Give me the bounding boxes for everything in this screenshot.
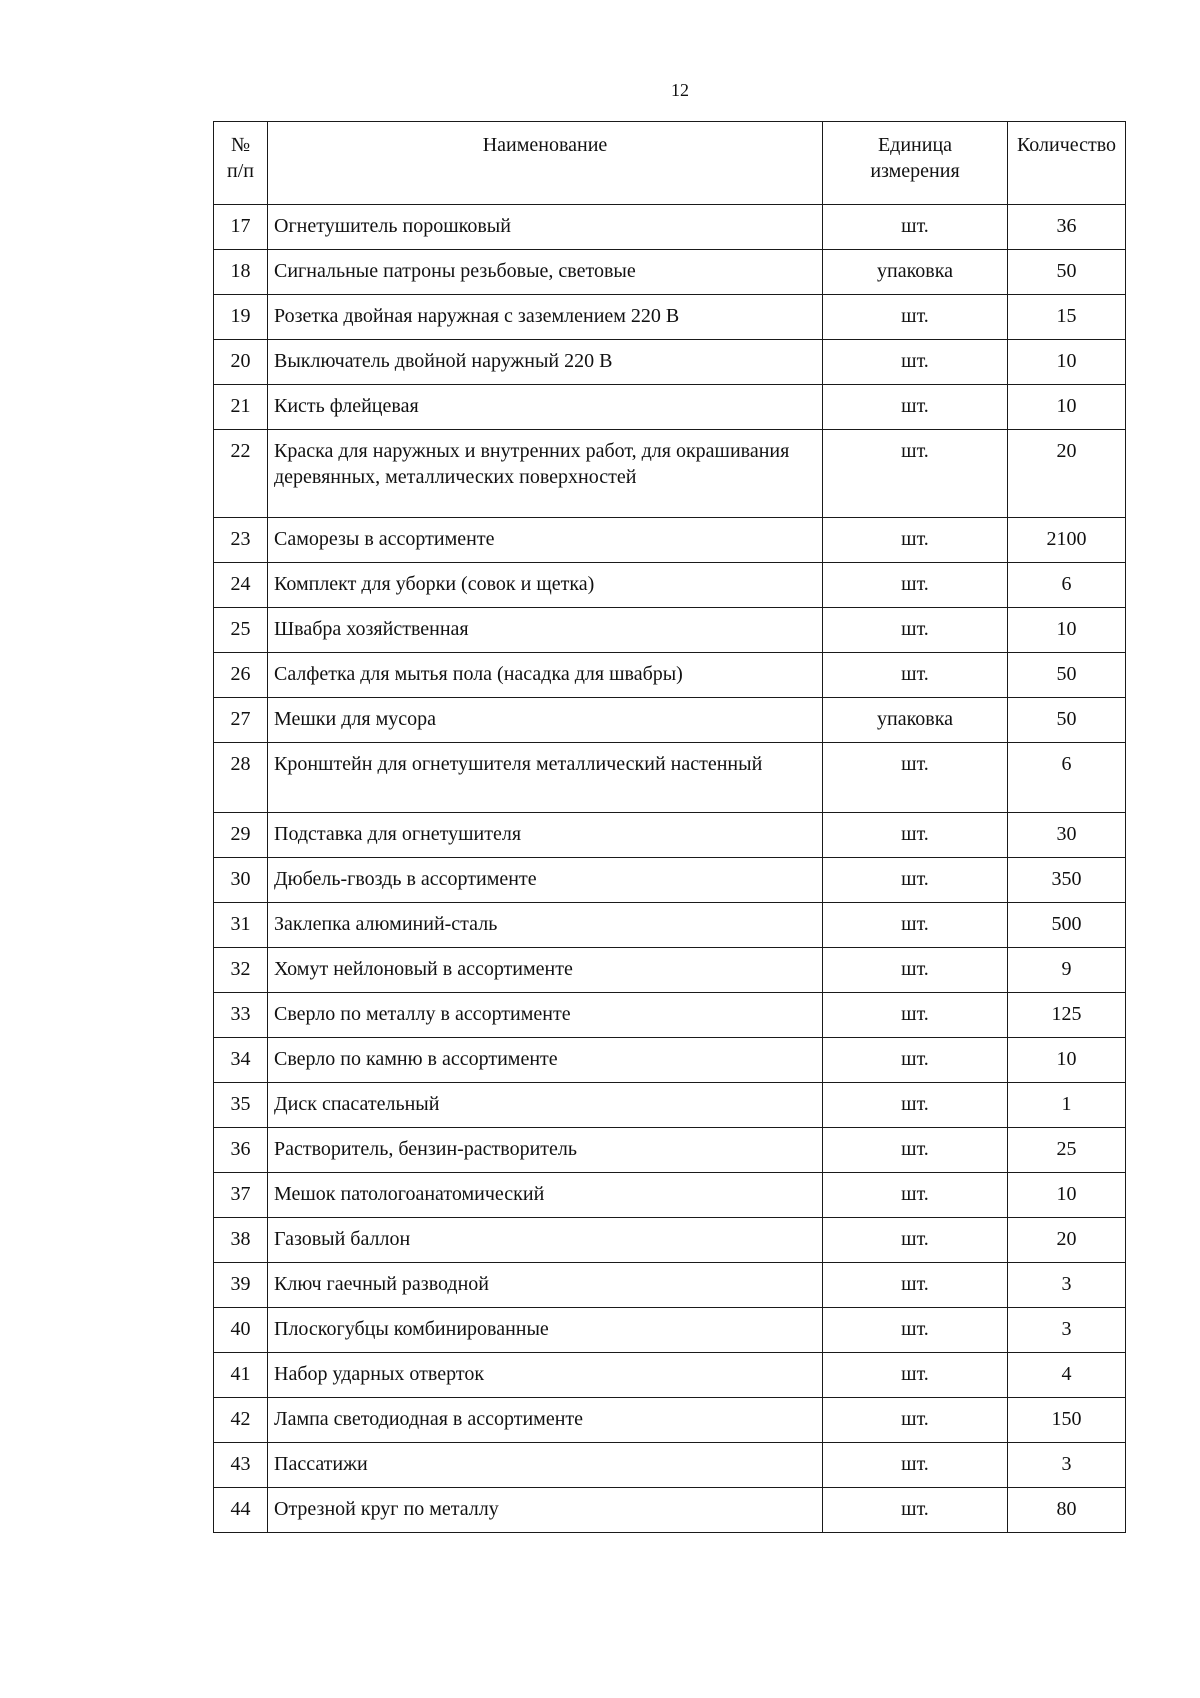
header-qty: Количество xyxy=(1008,122,1126,205)
row-number: 25 xyxy=(214,608,268,653)
item-quantity: 3 xyxy=(1008,1443,1126,1488)
item-name: Отрезной круг по металлу xyxy=(268,1488,823,1533)
item-unit: шт. xyxy=(823,813,1008,858)
item-name: Комплект для уборки (совок и щетка) xyxy=(268,563,823,608)
table-row xyxy=(214,385,1126,430)
item-quantity: 6 xyxy=(1008,563,1126,608)
table-row xyxy=(214,1263,1126,1308)
item-quantity: 30 xyxy=(1008,813,1126,858)
item-name: Заклепка алюминий-сталь xyxy=(268,903,823,948)
table-row xyxy=(214,1443,1126,1488)
table-row xyxy=(214,743,1126,813)
item-quantity: 10 xyxy=(1008,1173,1126,1218)
item-name: Огнетушитель порошковый xyxy=(268,205,823,250)
item-quantity: 150 xyxy=(1008,1398,1126,1443)
item-name: Лампа светодиодная в ассортименте xyxy=(268,1398,823,1443)
item-quantity: 50 xyxy=(1008,698,1126,743)
item-name: Салфетка для мытья пола (насадка для швабры) xyxy=(268,653,823,698)
item-unit: шт. xyxy=(823,1353,1008,1398)
row-number: 39 xyxy=(214,1263,268,1308)
item-quantity: 9 xyxy=(1008,948,1126,993)
table-row xyxy=(214,1398,1126,1443)
table-row xyxy=(214,813,1126,858)
item-quantity: 36 xyxy=(1008,205,1126,250)
row-number: 40 xyxy=(214,1308,268,1353)
item-quantity: 500 xyxy=(1008,903,1126,948)
table-row xyxy=(214,563,1126,608)
row-number: 38 xyxy=(214,1218,268,1263)
item-quantity: 50 xyxy=(1008,250,1126,295)
header-num: № п/п xyxy=(214,122,268,205)
item-quantity: 15 xyxy=(1008,295,1126,340)
row-number: 32 xyxy=(214,948,268,993)
item-name: Плоскогубцы комбинированные xyxy=(268,1308,823,1353)
table-row xyxy=(214,948,1126,993)
item-name: Пассатижи xyxy=(268,1443,823,1488)
row-number: 36 xyxy=(214,1128,268,1173)
item-unit: шт. xyxy=(823,518,1008,563)
item-unit: шт. xyxy=(823,430,1008,518)
row-number: 23 xyxy=(214,518,268,563)
item-name: Набор ударных отверток xyxy=(268,1353,823,1398)
table-row xyxy=(214,518,1126,563)
row-number: 42 xyxy=(214,1398,268,1443)
header-unit: Единица измерения xyxy=(823,122,1008,205)
item-unit: шт. xyxy=(823,1263,1008,1308)
item-name: Дюбель-гвоздь в ассортименте xyxy=(268,858,823,903)
item-quantity: 3 xyxy=(1008,1308,1126,1353)
table-body xyxy=(214,205,1126,1533)
item-name: Кронштейн для огнетушителя металлический настенный xyxy=(268,743,823,813)
table-row xyxy=(214,903,1126,948)
item-name: Мешок патологоанатомический xyxy=(268,1173,823,1218)
item-unit: шт. xyxy=(823,1038,1008,1083)
item-quantity: 50 xyxy=(1008,653,1126,698)
table-row xyxy=(214,295,1126,340)
item-quantity: 10 xyxy=(1008,385,1126,430)
table-row xyxy=(214,1488,1126,1533)
row-number: 20 xyxy=(214,340,268,385)
row-number: 18 xyxy=(214,250,268,295)
item-unit: упаковка xyxy=(823,698,1008,743)
item-quantity: 6 xyxy=(1008,743,1126,813)
item-name: Саморезы в ассортименте xyxy=(268,518,823,563)
table-row xyxy=(214,250,1126,295)
item-quantity: 350 xyxy=(1008,858,1126,903)
item-unit: шт. xyxy=(823,1308,1008,1353)
item-quantity: 25 xyxy=(1008,1128,1126,1173)
item-quantity: 4 xyxy=(1008,1353,1126,1398)
item-unit: упаковка xyxy=(823,250,1008,295)
item-quantity: 20 xyxy=(1008,1218,1126,1263)
item-name: Швабра хозяйственная xyxy=(268,608,823,653)
item-name: Кисть флейцевая xyxy=(268,385,823,430)
table-row xyxy=(214,858,1126,903)
table-row xyxy=(214,993,1126,1038)
item-unit: шт. xyxy=(823,653,1008,698)
item-unit: шт. xyxy=(823,608,1008,653)
item-name: Сигнальные патроны резьбовые, световые xyxy=(268,250,823,295)
item-unit: шт. xyxy=(823,858,1008,903)
item-quantity: 20 xyxy=(1008,430,1126,518)
table-row xyxy=(214,340,1126,385)
item-unit: шт. xyxy=(823,903,1008,948)
table-row xyxy=(214,1128,1126,1173)
table-row xyxy=(214,608,1126,653)
item-unit: шт. xyxy=(823,1443,1008,1488)
item-name: Хомут нейлоновый в ассортименте xyxy=(268,948,823,993)
table-row xyxy=(214,1173,1126,1218)
row-number: 21 xyxy=(214,385,268,430)
item-name: Диск спасательный xyxy=(268,1083,823,1128)
item-unit: шт. xyxy=(823,743,1008,813)
item-unit: шт. xyxy=(823,295,1008,340)
item-name: Подставка для огнетушителя xyxy=(268,813,823,858)
item-unit: шт. xyxy=(823,993,1008,1038)
item-quantity: 10 xyxy=(1008,608,1126,653)
row-number: 24 xyxy=(214,563,268,608)
table-row xyxy=(214,1353,1126,1398)
item-unit: шт. xyxy=(823,340,1008,385)
item-unit: шт. xyxy=(823,1128,1008,1173)
item-unit: шт. xyxy=(823,1398,1008,1443)
item-unit: шт. xyxy=(823,385,1008,430)
item-name: Сверло по металлу в ассортименте xyxy=(268,993,823,1038)
item-quantity: 1 xyxy=(1008,1083,1126,1128)
row-number: 37 xyxy=(214,1173,268,1218)
row-number: 29 xyxy=(214,813,268,858)
item-unit: шт. xyxy=(823,1173,1008,1218)
table-row xyxy=(214,430,1126,518)
item-unit: шт. xyxy=(823,563,1008,608)
row-number: 17 xyxy=(214,205,268,250)
table-row xyxy=(214,698,1126,743)
header-row xyxy=(214,122,1126,205)
table-row xyxy=(214,1218,1126,1263)
item-name: Ключ гаечный разводной xyxy=(268,1263,823,1308)
items-table xyxy=(213,121,1126,1533)
item-quantity: 80 xyxy=(1008,1488,1126,1533)
row-number: 27 xyxy=(214,698,268,743)
item-unit: шт. xyxy=(823,1488,1008,1533)
row-number: 35 xyxy=(214,1083,268,1128)
item-name: Сверло по камню в ассортименте xyxy=(268,1038,823,1083)
table-row xyxy=(214,205,1126,250)
row-number: 30 xyxy=(214,858,268,903)
table-row xyxy=(214,1083,1126,1128)
item-quantity: 2100 xyxy=(1008,518,1126,563)
row-number: 19 xyxy=(214,295,268,340)
table-row xyxy=(214,653,1126,698)
row-number: 34 xyxy=(214,1038,268,1083)
item-unit: шт. xyxy=(823,205,1008,250)
row-number: 31 xyxy=(214,903,268,948)
item-name: Розетка двойная наружная с заземлением 220 В xyxy=(268,295,823,340)
table-header xyxy=(214,122,1126,205)
item-name: Краска для наружных и внутренних работ, для окрашивания деревянных, металлических поверхностей xyxy=(268,430,823,518)
row-number: 33 xyxy=(214,993,268,1038)
page-number: 12 xyxy=(671,80,689,100)
row-number: 41 xyxy=(214,1353,268,1398)
item-unit: шт. xyxy=(823,948,1008,993)
row-number: 28 xyxy=(214,743,268,813)
item-unit: шт. xyxy=(823,1218,1008,1263)
table-row xyxy=(214,1038,1126,1083)
header-name: Наименование xyxy=(268,122,823,205)
row-number: 44 xyxy=(214,1488,268,1533)
table-row xyxy=(214,1308,1126,1353)
row-number: 22 xyxy=(214,430,268,518)
item-unit: шт. xyxy=(823,1083,1008,1128)
item-name: Выключатель двойной наружный 220 В xyxy=(268,340,823,385)
item-quantity: 125 xyxy=(1008,993,1126,1038)
item-name: Газовый баллон xyxy=(268,1218,823,1263)
item-name: Растворитель, бензин-растворитель xyxy=(268,1128,823,1173)
row-number: 26 xyxy=(214,653,268,698)
item-quantity: 10 xyxy=(1008,1038,1126,1083)
item-quantity: 3 xyxy=(1008,1263,1126,1308)
item-quantity: 10 xyxy=(1008,340,1126,385)
row-number: 43 xyxy=(214,1443,268,1488)
item-name: Мешки для мусора xyxy=(268,698,823,743)
